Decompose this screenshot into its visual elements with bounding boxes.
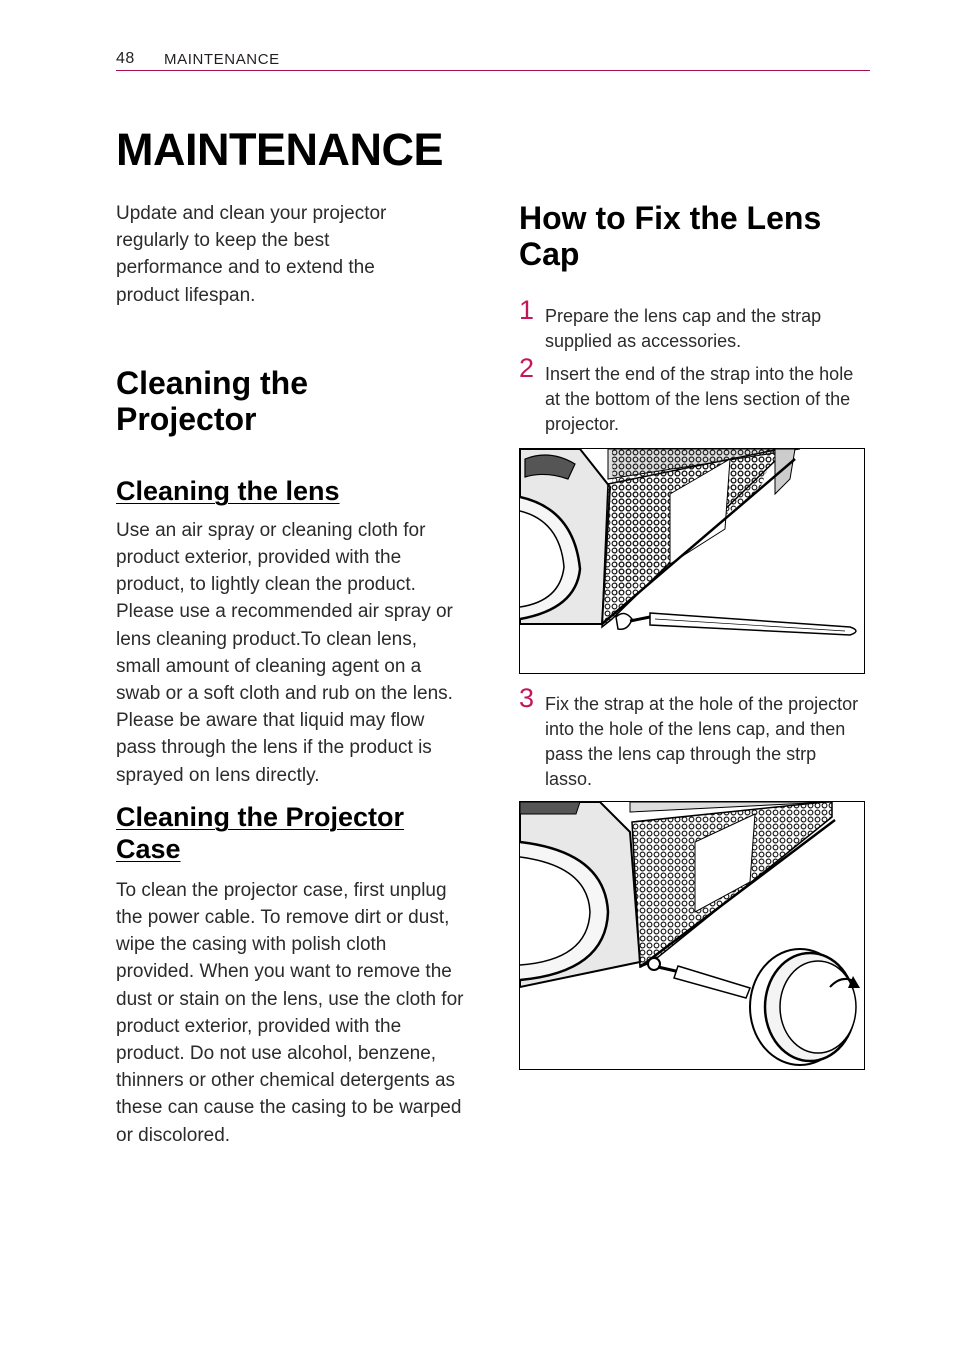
step-text: Prepare the lens cap and the strap supplied as accessories.	[545, 306, 822, 351]
steps-a	[519, 295, 864, 437]
lens-cap-attach-illustration	[519, 801, 865, 1070]
cleaning-lens-text: Use an air spray or cleaning cloth for product exterior, provided with the product, to lightly clean the product. Please use a recommended air spray or lens cleaning product.To clean lens, small amount of cleaning agent on a swab or a soft cloth and rub on the lens. Please be aware that liquid may flow pass through the lens if the product is sprayed on lens directly.	[116, 519, 453, 786]
cleaning-heading: Cleaning the Projector	[116, 364, 309, 437]
step-number: 1	[519, 295, 535, 325]
right-column	[519, 200, 869, 272]
header-rule	[116, 70, 870, 71]
page-header	[116, 49, 870, 71]
cleaning-case-heading: Cleaning the Projector Case	[116, 801, 405, 864]
step-item	[519, 683, 864, 792]
header-section-title: MAINTENANCE	[164, 51, 280, 68]
step-text: Fix the strap at the hole of the projector into the hole of the lens cap, and then pass the lens cap through the strp lasso.	[545, 694, 859, 789]
step-number: 3	[519, 683, 535, 713]
step-item	[519, 295, 864, 354]
step-text: Insert the end of the strap into the hole at the bottom of the lens section of the projector.	[545, 364, 854, 434]
step-item	[519, 353, 864, 437]
step-number: 2	[519, 353, 535, 383]
left-column	[116, 200, 466, 1149]
projector-strap-icon	[520, 449, 865, 674]
intro-text: Update and clean your projector regularly to keep the best performance and to extend the product lifespan.	[116, 203, 387, 306]
page-title: MAINTENANCE	[116, 124, 443, 175]
lens-cap-heading: How to Fix the Lens Cap	[519, 200, 822, 272]
steps-b	[519, 683, 864, 792]
cleaning-lens-heading: Cleaning the lens	[116, 475, 340, 506]
strap-insert-illustration	[519, 448, 865, 674]
cleaning-case-text: To clean the projector case, first unplug the power cable. To remove dirt or dust, wipe the casing with polish cloth provided. When you want to remove the dust or stain on the lens, use the cloth for product exterior, provided with the product. Do not use alcohol, benzene, thinners or other chemical detergents as these can cause the casing to be warped or discolored.	[116, 879, 464, 1146]
page-number: 48	[116, 50, 135, 67]
projector-lens-cap-icon	[520, 802, 865, 1070]
